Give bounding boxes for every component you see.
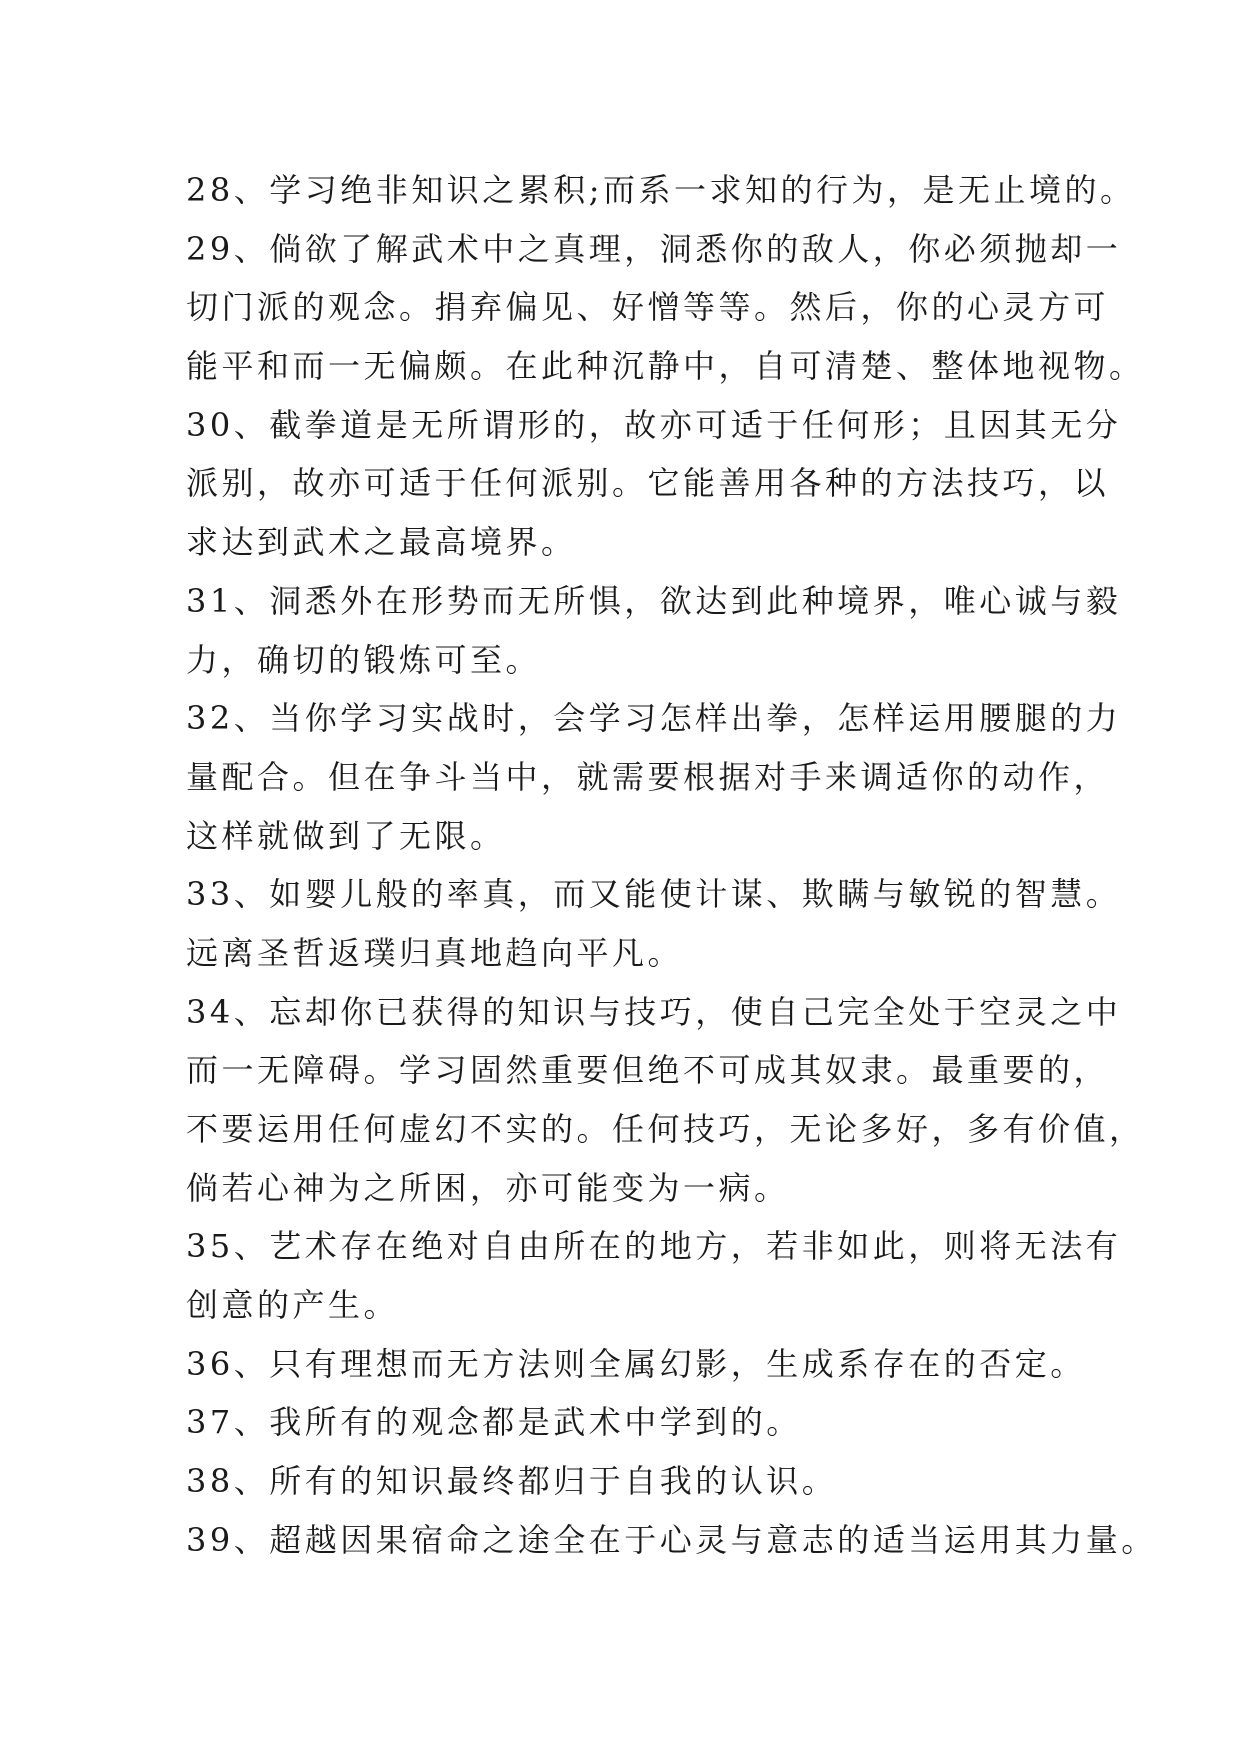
text-line: 力，确切的锻炼可至。 — [186, 640, 542, 679]
text-line: 而一无障碍。学习固然重要但绝不可成其奴隶。最重要的， — [186, 1051, 1110, 1090]
quote-39 — [186, 1511, 1157, 1570]
quote-29 — [186, 220, 1145, 396]
quote-30 — [186, 396, 1122, 572]
text-line: 29、倘欲了解武术中之真理，洞悉你的敌人，你必须抛却一 — [186, 229, 1122, 268]
text-line: 创意的产生。 — [186, 1286, 400, 1325]
quote-35 — [186, 1217, 1122, 1334]
quote-33 — [186, 865, 1122, 982]
text-line: 34、忘却你已获得的知识与技巧，使自己完全处于空灵之中 — [186, 992, 1122, 1031]
quote-28 — [186, 161, 1136, 220]
quote-34 — [186, 983, 1145, 1218]
text-line: 这样就做到了无限。 — [186, 816, 506, 855]
text-line: 30、截拳道是无所谓形的，故亦可适于任何形；且因其无分 — [186, 405, 1122, 444]
quote-37 — [186, 1393, 1086, 1452]
text-line: 36、只有理想而无方法则全属幻影，生成系存在的否定。 — [186, 1344, 1086, 1383]
text-line: 31、洞悉外在形势而无所惧，欲达到此种境界，唯心诚与毅 — [186, 581, 1122, 620]
quote-38 — [186, 1452, 1086, 1511]
quote-36 — [186, 1335, 1086, 1394]
document-body — [186, 161, 1157, 1570]
text-line: 切门派的观念。捐弃偏见、好憎等等。然后，你的心灵方可 — [186, 288, 1110, 327]
text-line: 39、超越因果宿命之途全在于心灵与意志的适当运用其力量。 — [186, 1520, 1157, 1559]
text-line: 33、如婴儿般的率真，而又能使计谋、欺瞒与敏锐的智慧。 — [186, 875, 1122, 914]
text-line: 派别，故亦可适于任何派别。它能善用各种的方法技巧，以 — [186, 464, 1110, 503]
text-line: 37、我所有的观念都是武术中学到的。 — [186, 1403, 802, 1442]
text-line: 远离圣哲返璞归真地趋向平凡。 — [186, 933, 684, 972]
text-line: 38、所有的知识最终都归于自我的认识。 — [186, 1462, 838, 1501]
quote-31 — [186, 572, 1122, 689]
text-line: 量配合。但在争斗当中，就需要根据对手来调适你的动作， — [186, 757, 1110, 796]
text-line: 35、艺术存在绝对自由所在的地方，若非如此，则将无法有 — [186, 1227, 1122, 1266]
text-line: 能平和而一无偏颇。在此种沉静中，自可清楚、整体地视物。 — [186, 347, 1145, 386]
text-line: 28、学习绝非知识之累积;而系一求知的行为，是无止境的。 — [186, 171, 1136, 209]
quote-32 — [186, 689, 1122, 865]
text-line: 32、当你学习实战时，会学习怎样出拳，怎样运用腰腿的力 — [186, 699, 1122, 738]
text-line: 不要运用任何虚幻不实的。任何技巧，无论多好，多有价值， — [186, 1110, 1145, 1148]
text-line: 求达到武术之最高境界。 — [186, 523, 577, 562]
text-line: 倘若心神为之所困，亦可能变为一病。 — [186, 1168, 790, 1207]
